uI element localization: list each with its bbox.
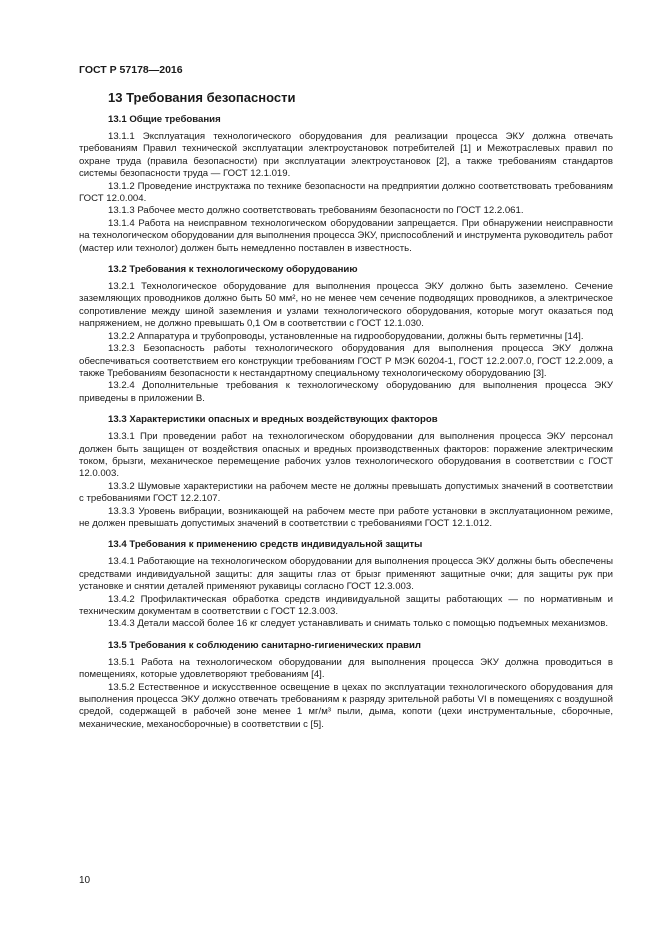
subsection bbox=[79, 414, 613, 530]
paragraph: 13.2.3 Безопасность работы технологического оборудования для выполнения процесса ЭКУ должна обеспечиваться соответствием его конструкции требованиям ГОСТ Р МЭК 60204-1, ГОСТ 12.2.007.0, ГОСТ 12.2.009, а также Требованиям безопасности к нестандартному специальному технологическому оборудованию [3]. bbox=[79, 343, 613, 379]
page-number: 10 bbox=[79, 875, 91, 886]
document-body bbox=[79, 90, 613, 731]
paragraph: 13.4.1 Работающие на технологическом оборудовании для выполнения процесса ЭКУ должны быть обеспечены средствами индивидуальной защиты: для защиты глаз от брызг применяют защитные очки; для защиты рук при установке и снятии деталей применяют рукавицы согласно ГОСТ 12.3.003. bbox=[79, 556, 613, 593]
subsection-title: 13.4 Требования к применению средств индивидуальной защиты bbox=[108, 539, 423, 551]
paragraph: 13.1.3 Рабочее место должно соответствовать требованиям безопасности по ГОСТ 12.2.061. bbox=[108, 205, 524, 217]
subsection bbox=[79, 264, 613, 405]
paragraph: 13.3.1 При проведении работ на технологическом оборудовании для выполнения процесса ЭКУ персонал должен быть защищен от воздействия опасных и вредных производственных факторов: поражение электрическим током, брызги, механическое перемещение рабочих узлов технологического оборудования в соответствии с ГОСТ 12.0.003. bbox=[79, 431, 613, 480]
paragraph: 13.1.2 Проведение инструктажа по технике безопасности на предприятии должно соответствовать требованиям ГОСТ 12.0.004. bbox=[79, 180, 613, 205]
section-title: 13 Требования безопасности bbox=[108, 90, 296, 105]
subsection-title: 13.3 Характеристики опасных и вредных воздействующих факторов bbox=[108, 414, 438, 426]
paragraph: 13.5.2 Естественное и искусственное освещение в цехах по эксплуатации технологического оборудования для выполнения процесса ЭКУ должно отвечать требованиям к разряду зрительной работы VI в помещениях с воздушной средой, содержащей в рабочей зоне менее 1 мг/м³ пыли, дыма, копоти (цехи инструментальные, сборочные, механические, механосборочные) в соответствии с [5]. bbox=[79, 681, 613, 730]
paragraph: 13.2.4 Дополнительные требования к технологическому оборудованию для выполнения процесса ЭКУ приведены в приложении В. bbox=[79, 380, 613, 404]
document-header: ГОСТ Р 57178—2016 bbox=[79, 64, 183, 76]
subsection-title: 13.1 Общие требования bbox=[108, 114, 221, 125]
paragraph: 13.4.2 Профилактическая обработка средств индивидуальной защиты работающих — по нормативным и техническим документам в соответствии с ГОСТ 12.3.003. bbox=[79, 593, 613, 617]
paragraph: 13.1.1 Эксплуатация технологического оборудования для реализации процесса ЭКУ должна отвечать требованиям Правил технической эксплуатации электроустановок потребителей [1] и Межотраслевых правил по охране труда (правила безопасности) при эксплуатации электроустановок [2], а также требованиям стандартов системы безопасности труда — ГОСТ 12.1.019. bbox=[79, 131, 613, 180]
paragraph: 13.3.3 Уровень вибрации, возникающей на рабочем месте при работе установки в эксплуатационном режиме, не должен превышать допустимых значений в соответствии с требованиями ГОСТ 12.1.012. bbox=[79, 505, 613, 529]
subsection-title: 13.5 Требования к соблюдению санитарно-гигиенических правил bbox=[108, 639, 421, 651]
paragraph: 13.5.1 Работа на технологическом оборудовании для выполнения процесса ЭКУ должна проводиться в помещениях, которые удовлетворяют требованиям [4]. bbox=[79, 656, 613, 681]
paragraph: 13.4.3 Детали массой более 16 кг следует устанавливать и снимать только с помощью подъемных механизмов. bbox=[108, 618, 609, 630]
paragraph: 13.2.1 Технологическое оборудование для выполнения процесса ЭКУ должно быть заземлено. Сечение заземляющих проводников должно быть 50 мм², но не менее чем сечение подводящих проводников, а электрическое сопротивление между шиной заземления и узлами технологического оборудования, которые могут оказаться под напряжением, не должно превышать 0,1 Ом в соответствии с ГОСТ 12.1.030. bbox=[79, 281, 613, 330]
paragraph: 13.1.4 Работа на неисправном технологическом оборудовании запрещается. При обнаружении неисправности на технологическом оборудовании для выполнения процесса ЭКУ, приспособлений и инструмента руководитель работ (мастер или технолог) должен быть немедленно поставлен в известность. bbox=[79, 217, 613, 254]
subsection bbox=[79, 640, 613, 731]
subsection-title: 13.2 Требования к технологическому оборудованию bbox=[108, 264, 358, 276]
subsection bbox=[79, 114, 613, 255]
paragraph: 13.2.2 Аппаратура и трубопроводы, установленные на гидрооборудовании, должны быть герметичны [14]. bbox=[108, 330, 584, 342]
paragraph: 13.3.2 Шумовые характеристики на рабочем месте не должны превышать допустимых значений в соответствии с требованиями ГОСТ 12.2.107. bbox=[79, 480, 613, 505]
subsection bbox=[79, 539, 613, 630]
